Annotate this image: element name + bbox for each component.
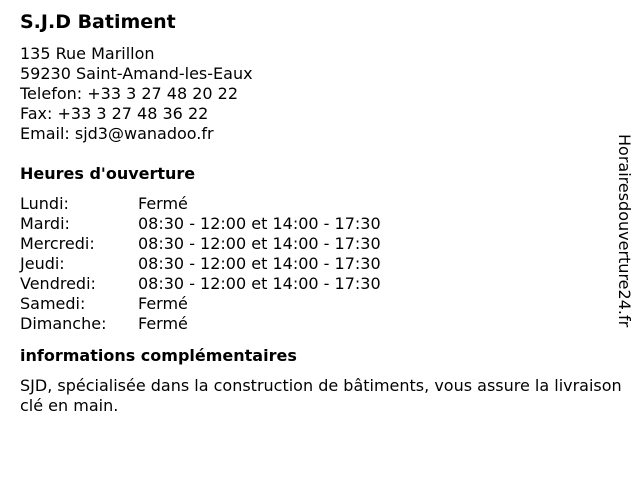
hours-time: 08:30 - 12:00 et 14:00 - 17:30 xyxy=(138,214,381,233)
city-address: 59230 Saint-Amand-les-Eaux xyxy=(20,64,253,83)
contact-block xyxy=(20,44,616,144)
opening-hours-table xyxy=(20,194,616,334)
business-name: S.J.D Batiment xyxy=(20,11,176,33)
hours-row-dimanche xyxy=(20,314,616,334)
street-address: 135 Rue Marillon xyxy=(20,44,155,63)
hours-day: Lundi: xyxy=(20,194,69,213)
email-address: Email: sjd3@wanadoo.fr xyxy=(20,124,214,143)
business-card xyxy=(20,10,622,416)
hours-time: Fermé xyxy=(138,314,188,333)
hours-day: Jeudi: xyxy=(20,254,65,273)
hours-day: Mercredi: xyxy=(20,234,95,253)
hours-time: 08:30 - 12:00 et 14:00 - 17:30 xyxy=(138,234,381,253)
opening-hours-heading: Heures d'ouverture xyxy=(20,164,196,183)
phone-number: Telefon: +33 3 27 48 20 22 xyxy=(20,84,239,103)
hours-day: Samedi: xyxy=(20,294,86,313)
hours-row-lundi xyxy=(20,194,616,214)
watermark-text: Horairesdouverture24.fr xyxy=(615,134,634,328)
hours-day: Mardi: xyxy=(20,214,70,233)
hours-row-samedi xyxy=(20,294,616,314)
hours-day: Vendredi: xyxy=(20,274,96,293)
hours-row-mercredi xyxy=(20,234,616,254)
hours-row-vendredi xyxy=(20,274,616,294)
additional-info-heading: informations complémentaires xyxy=(20,346,297,365)
hours-row-jeudi xyxy=(20,254,616,274)
fax-number: Fax: +33 3 27 48 36 22 xyxy=(20,104,209,123)
hours-day: Dimanche: xyxy=(20,314,107,333)
hours-time: 08:30 - 12:00 et 14:00 - 17:30 xyxy=(138,254,381,273)
site-watermark xyxy=(612,134,636,344)
hours-row-mardi xyxy=(20,214,616,234)
additional-info-text: SJD, spécialisée dans la construction de bâtiments, vous assure la livraison clé en main. xyxy=(20,376,622,415)
hours-time: Fermé xyxy=(138,294,188,313)
hours-time: Fermé xyxy=(138,194,188,213)
hours-time: 08:30 - 12:00 et 14:00 - 17:30 xyxy=(138,274,381,293)
